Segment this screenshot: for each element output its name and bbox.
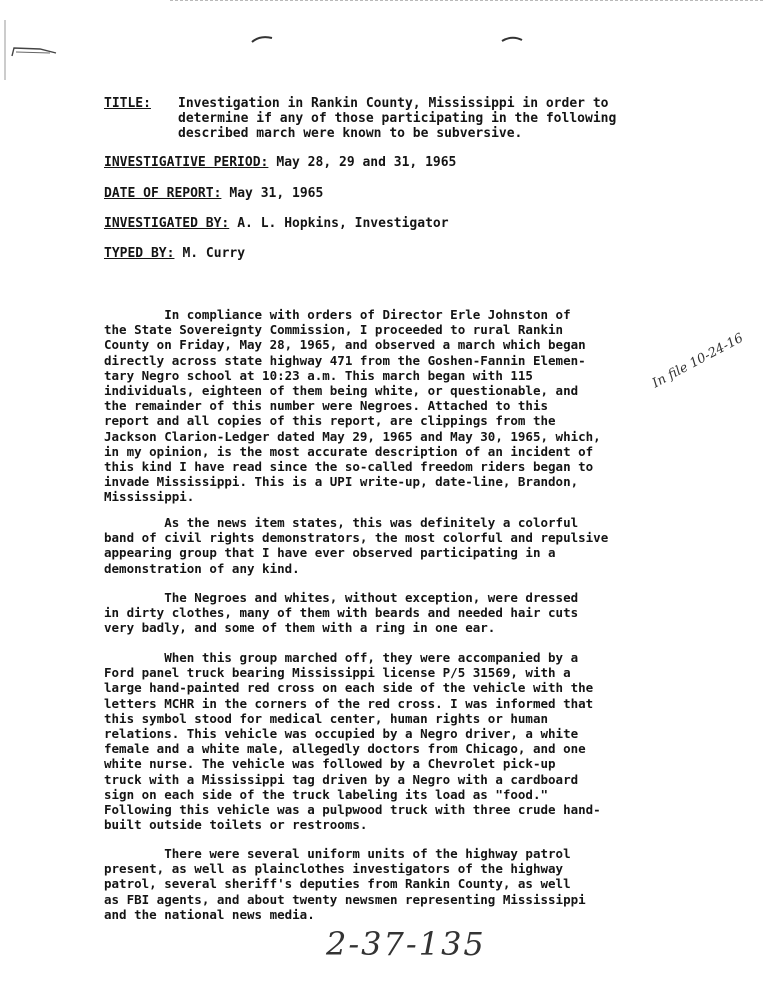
paragraph-line: appearing group that I have ever observed participating in a — [104, 545, 556, 561]
date-of-report-value: May 31, 1965 — [229, 186, 324, 201]
paragraph-line: female and a white male, allegedly doctors from Chicago, and one — [104, 741, 586, 757]
paragraph-line: this symbol stood for medical center, human rights or human — [104, 710, 549, 726]
tick-mark-right — [500, 34, 524, 44]
paragraph-line: Ford panel truck bearing Mississippi license P/5 31569, with a — [104, 665, 571, 681]
title-line: determine if any of those participating in the following — [178, 111, 617, 126]
paragraph-line: relations. This vehicle was occupied by a Negro driver, a white — [104, 726, 579, 742]
paragraph-line: this kind I have read since the so-called freedom riders began to — [104, 459, 594, 475]
paragraph-line: The Negroes and whites, without exception, were dressed — [104, 590, 579, 605]
paragraph-line: large hand-painted red cross on each side of the vehicle with the — [104, 680, 594, 696]
date-of-report-label: DATE OF REPORT: — [104, 186, 222, 201]
page-top-edge — [170, 0, 763, 1]
handwritten-document-number: 2-37-135 — [326, 925, 486, 963]
paragraph-line: the State Sovereignty Commission, I proceeded to rural Rankin — [104, 322, 564, 338]
investigative-period-value: May 28, 29 and 31, 1965 — [276, 155, 457, 170]
paragraph-line: patrol, several sheriff's deputies from Rankin County, as well — [104, 876, 571, 892]
paragraph-vehicles — [104, 650, 601, 832]
paragraph-line: present, as well as plainclothes investigators of the highway — [104, 861, 564, 877]
paragraph-line: Following this vehicle was a pulpwood truck with three crude hand- — [104, 802, 601, 818]
investigative-period-label: INVESTIGATIVE PERIOD: — [104, 155, 269, 170]
title-line: described march were known to be subversive. — [178, 126, 523, 141]
paragraph-line: built outside toilets or restrooms. — [104, 817, 368, 833]
title-value — [178, 96, 758, 141]
typed-by-value: M. Curry — [182, 246, 246, 261]
paragraph-line: and the national news media. — [104, 906, 315, 922]
paragraph-line: white nurse. The vehicle was followed by a Chevrolet pick-up — [104, 756, 556, 772]
investigated-by-label: INVESTIGATED BY: — [104, 216, 230, 231]
typed-by-field — [104, 246, 245, 261]
title-label: TITLE: — [104, 96, 151, 111]
tick-mark-left — [250, 34, 274, 44]
paragraph-compliance — [104, 307, 601, 505]
paragraph-line: sign on each side of the truck labeling its load as "food." — [104, 786, 549, 802]
investigated-by-value: A. L. Hopkins, Investigator — [237, 216, 449, 231]
investigated-by-field — [104, 216, 449, 231]
paragraph-line: truck with a Mississippi tag driven by a Negro with a cardboard — [104, 771, 579, 787]
paragraph-line: As the news item states, this was definitely a colorful — [104, 515, 579, 530]
paragraph-line: County on Friday, May 28, 1965, and observed a march which began — [104, 337, 586, 353]
paragraph-line: individuals, eighteen of them being white, or questionable, and — [104, 383, 579, 399]
binding-hole-mark — [10, 44, 58, 58]
paragraph-line: very badly, and some of them with a ring in one ear. — [104, 620, 496, 636]
paragraph-line: the remainder of this number were Negroes. Attached to this — [104, 398, 549, 414]
paragraph-line: tary Negro school at 10:23 a.m. This march began with 115 — [104, 367, 533, 383]
title-line: Investigation in Rankin County, Mississippi in order to — [178, 96, 609, 111]
handwritten-margin-note: In file 10-24-16 — [650, 330, 746, 392]
paragraph-line: invade Mississippi. This is a UPI write-up, date-line, Brandon, — [104, 474, 579, 490]
paragraph-line: report and all copies of this report, are clippings from the — [104, 413, 556, 429]
paragraph-line: directly across state highway 471 from the Goshen-Fannin Elemen- — [104, 352, 586, 368]
paragraph-line: letters MCHR in the corners of the red cross. I was informed that — [104, 695, 594, 711]
paragraph-line: When this group marched off, they were accompanied by a — [104, 650, 579, 665]
paragraph-line: There were several uniform units of the highway patrol — [104, 846, 571, 861]
paragraph-colorful-band — [104, 515, 608, 576]
paragraph-line: Mississippi. — [104, 489, 195, 505]
paragraph-law-enforcement — [104, 846, 586, 922]
left-margin-line — [3, 20, 7, 80]
typed-by-label: TYPED BY: — [104, 246, 175, 261]
paragraph-line: in my opinion, is the most accurate description of an incident of — [104, 443, 594, 459]
paragraph-line: Jackson Clarion-Ledger dated May 29, 1965 and May 30, 1965, which, — [104, 428, 601, 444]
paragraph-line: band of civil rights demonstrators, the most colorful and repulsive — [104, 530, 609, 546]
paragraph-line: as FBI agents, and about twenty newsmen representing Mississippi — [104, 891, 586, 907]
paragraph-appearance — [104, 590, 578, 636]
paragraph-line: In compliance with orders of Director Erle Johnston of — [104, 307, 571, 322]
date-of-report-field — [104, 186, 323, 201]
paragraph-line: in dirty clothes, many of them with beards and needed hair cuts — [104, 605, 579, 621]
paragraph-line: demonstration of any kind. — [104, 560, 300, 576]
investigative-period-field — [104, 155, 456, 170]
